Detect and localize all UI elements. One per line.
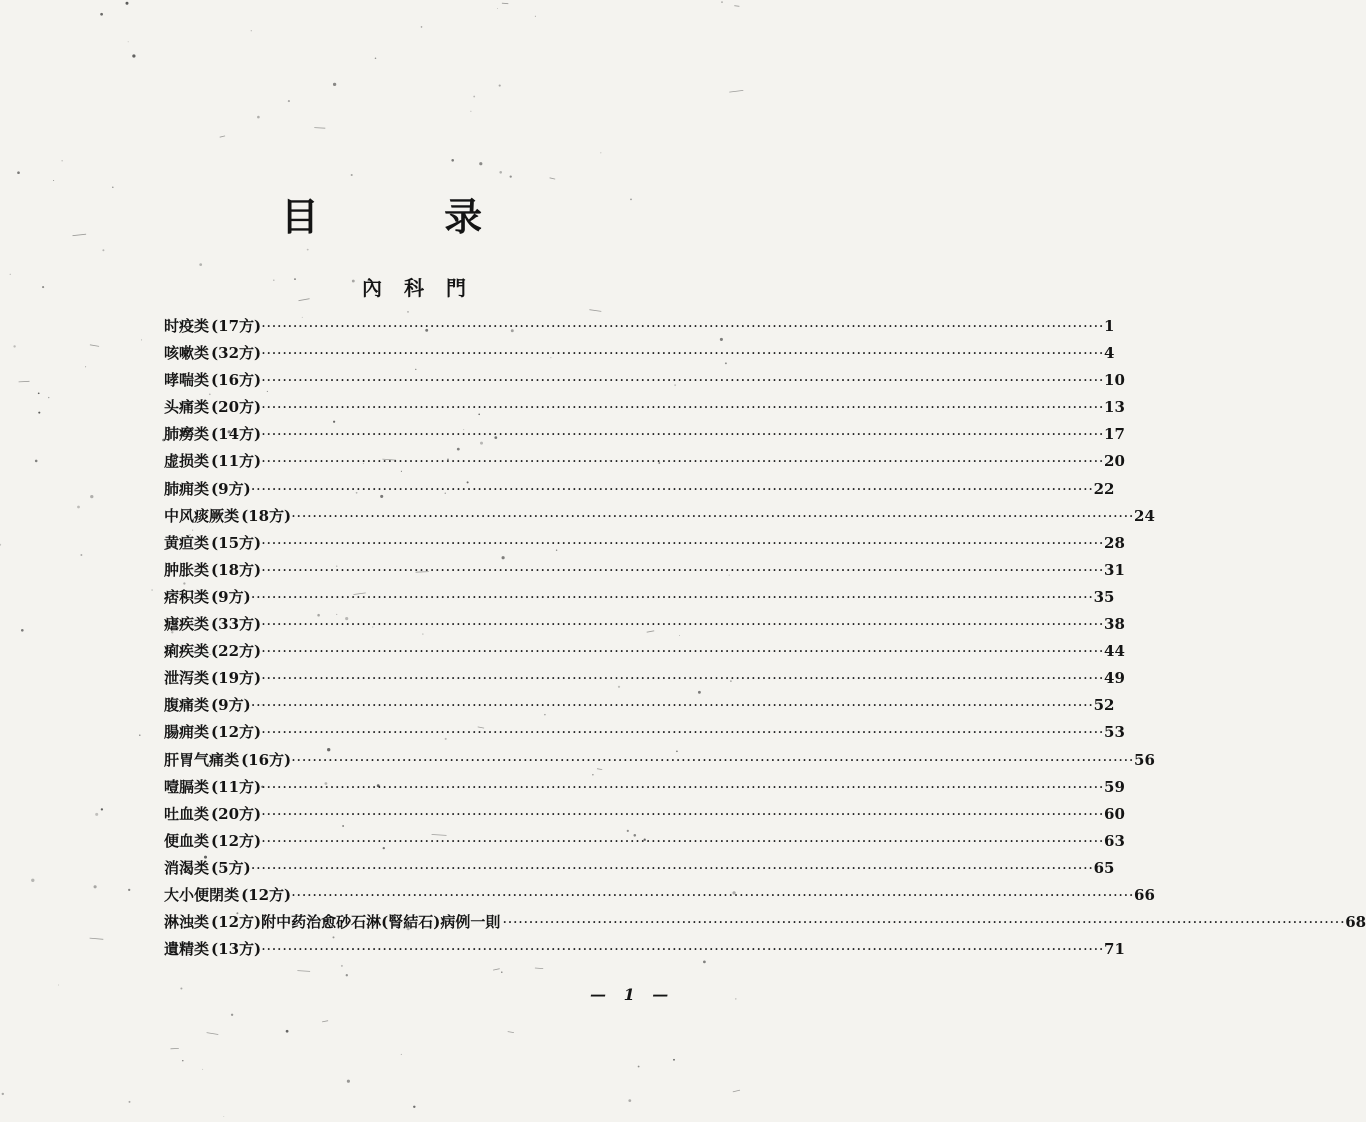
toc-prescription-count: (12方) bbox=[211, 913, 262, 932]
toc-dot-leader: ································································································································································ bbox=[261, 344, 1105, 363]
toc-entry bbox=[164, 882, 1155, 909]
toc-prescription-count: (12方) bbox=[211, 831, 262, 850]
toc-prescription-count: (17方) bbox=[211, 317, 262, 335]
toc-note: 附中药治愈砂石淋(腎結石)病例一則 bbox=[261, 913, 501, 932]
toc-dot-leader: ································································································································································ bbox=[261, 777, 1105, 796]
toc-prescription-count: (15方) bbox=[211, 533, 262, 552]
toc-prescription-count: (18方) bbox=[211, 560, 262, 579]
toc-entry bbox=[164, 313, 1115, 340]
toc-dot-leader: ································································································································································ bbox=[261, 804, 1105, 823]
toc-dot-leader: ································································································································································ bbox=[261, 615, 1105, 634]
toc-category: 黄 疸 类 bbox=[164, 533, 210, 552]
toc-dot-leader: ································································································································································ bbox=[291, 506, 1135, 525]
toc-category: 腸 痈 类 bbox=[164, 723, 210, 742]
toc-category: 中 风 痰 厥 类 bbox=[164, 506, 240, 525]
toc-page-number: 59 bbox=[1104, 777, 1125, 796]
toc-category: 哮 喘 类 bbox=[164, 371, 210, 390]
toc-entry bbox=[164, 611, 1125, 638]
toc-dot-leader: ································································································································································ bbox=[250, 479, 1094, 498]
toc-category: 头 痛 类 bbox=[164, 398, 210, 417]
toc-entry bbox=[164, 476, 1115, 503]
toc-page-number: 68 bbox=[1345, 913, 1366, 932]
toc-prescription-count: (18方) bbox=[241, 506, 292, 525]
toc-dot-leader: ································································································································································ bbox=[261, 669, 1105, 688]
toc-prescription-count: (11方) bbox=[211, 452, 262, 471]
toc-page-number: 35 bbox=[1093, 587, 1115, 606]
toc-page-number: 65 bbox=[1093, 858, 1115, 877]
toc-prescription-count: (14方) bbox=[211, 425, 262, 444]
page-title: 目 录 bbox=[280, 195, 539, 239]
toc-category: 瘧 疾 类 bbox=[164, 615, 210, 634]
toc-dot-leader: ································································································································································ bbox=[261, 452, 1105, 471]
toc-entry bbox=[164, 557, 1125, 584]
toc-page-number: 13 bbox=[1104, 398, 1125, 417]
toc-dot-leader: ································································································································································ bbox=[261, 425, 1105, 444]
toc-dot-leader: ································································································································································ bbox=[291, 750, 1135, 769]
toc-entry bbox=[164, 692, 1115, 719]
toc-category: 遺 精 类 bbox=[164, 940, 210, 959]
toc-dot-leader: ································································································································································ bbox=[291, 885, 1135, 904]
toc-entry bbox=[164, 340, 1115, 367]
toc-prescription-count: (20方) bbox=[211, 804, 262, 823]
toc-prescription-count: (9方) bbox=[211, 696, 251, 715]
toc-entry bbox=[164, 828, 1125, 855]
toc-prescription-count: (13方) bbox=[211, 940, 262, 959]
toc-prescription-count: (22方) bbox=[211, 642, 262, 661]
toc-prescription-count: (12方) bbox=[211, 723, 262, 742]
toc-category: 消 渴 类 bbox=[164, 858, 210, 877]
toc-category: 吐 血 类 bbox=[164, 804, 210, 823]
toc-entry bbox=[164, 448, 1125, 475]
toc-category: 咳 嗽 类 bbox=[164, 344, 210, 363]
toc-page-number: 17 bbox=[1104, 425, 1125, 444]
toc-page-number: 28 bbox=[1104, 533, 1125, 552]
toc-page-number: 49 bbox=[1104, 669, 1125, 688]
toc-prescription-count: (19方) bbox=[211, 669, 262, 688]
toc-prescription-count: (11方) bbox=[211, 777, 262, 796]
toc-dot-leader: ································································································································································ bbox=[261, 831, 1105, 850]
toc-dot-leader: ································································································································································ bbox=[250, 696, 1094, 715]
toc-dot-leader: ································································································································································ bbox=[261, 533, 1105, 552]
toc-entry bbox=[164, 774, 1125, 801]
toc-prescription-count: (16方) bbox=[241, 750, 292, 769]
toc-page-number: 1 bbox=[1104, 317, 1115, 335]
toc-entry bbox=[164, 638, 1125, 665]
toc-page-number: 44 bbox=[1104, 642, 1125, 661]
toc-category: 便 血 类 bbox=[164, 831, 210, 850]
toc-dot-leader: ································································································································································ bbox=[261, 642, 1105, 661]
toc-category: 噎 膈 类 bbox=[164, 777, 210, 796]
toc-page-number: 20 bbox=[1104, 452, 1125, 471]
toc-entry bbox=[164, 421, 1125, 448]
toc-prescription-count: (5方) bbox=[211, 858, 251, 877]
toc-entry bbox=[164, 719, 1125, 746]
toc-page-number: 60 bbox=[1104, 804, 1125, 823]
toc-page-number: 63 bbox=[1104, 831, 1125, 850]
toc-category: 泄 泻 类 bbox=[164, 669, 210, 688]
toc-page-number: 31 bbox=[1104, 560, 1125, 579]
toc-dot-leader: ································································································································································ bbox=[261, 560, 1105, 579]
section-heading: 內科門 bbox=[362, 276, 488, 300]
toc-category: 肺 痈 类 bbox=[164, 479, 210, 498]
toc-prescription-count: (12方) bbox=[241, 885, 292, 904]
toc-category: 痞 积 类 bbox=[164, 587, 210, 606]
toc-category: 肝 胃 气 痛 类 bbox=[164, 750, 240, 769]
toc-prescription-count: (9方) bbox=[211, 479, 251, 498]
toc-prescription-count: (32方) bbox=[211, 344, 262, 363]
toc-entry bbox=[164, 503, 1155, 530]
toc-page-number: 22 bbox=[1093, 479, 1115, 498]
toc-entry bbox=[164, 367, 1125, 394]
toc-page-number: 4 bbox=[1104, 344, 1115, 363]
toc-entry bbox=[164, 801, 1125, 828]
toc-dot-leader: ································································································································································ bbox=[261, 940, 1105, 959]
toc-entry bbox=[164, 747, 1155, 774]
toc-entry bbox=[164, 909, 1366, 936]
toc-prescription-count: (33方) bbox=[211, 615, 262, 634]
toc-dot-leader: ································································································································································ bbox=[261, 317, 1105, 335]
toc-page-number: 24 bbox=[1134, 506, 1155, 525]
toc-category: 时 疫 类 bbox=[164, 317, 210, 335]
table-of-contents bbox=[164, 313, 1366, 963]
page-number-footer: — 1 — bbox=[590, 985, 675, 1004]
toc-category: 淋 浊 类 bbox=[164, 913, 210, 932]
toc-dot-leader: ································································································································································ bbox=[261, 398, 1105, 417]
toc-category: 虚 损 类 bbox=[164, 452, 210, 471]
toc-entry bbox=[164, 584, 1115, 611]
toc-page-number: 53 bbox=[1104, 723, 1125, 742]
toc-dot-leader: ································································································································································ bbox=[250, 858, 1094, 877]
toc-page-number: 66 bbox=[1134, 885, 1155, 904]
toc-page-number: 38 bbox=[1104, 615, 1125, 634]
toc-prescription-count: (20方) bbox=[211, 398, 262, 417]
toc-dot-leader: ································································································································································ bbox=[261, 723, 1105, 742]
toc-page-number: 56 bbox=[1134, 750, 1155, 769]
toc-category: 腹 痛 类 bbox=[164, 696, 210, 715]
toc-category: 大 小 便 閉 类 bbox=[164, 885, 240, 904]
toc-dot-leader: ································································································································································ bbox=[261, 371, 1105, 390]
toc-dot-leader: ································································································································································ bbox=[502, 913, 1346, 932]
toc-entry bbox=[164, 665, 1125, 692]
toc-dot-leader: ································································································································································ bbox=[250, 587, 1094, 606]
toc-category: 肺 癆 类 bbox=[164, 425, 210, 444]
toc-page-number: 10 bbox=[1104, 371, 1125, 390]
toc-prescription-count: (16方) bbox=[211, 371, 262, 390]
toc-category: 肿 胀 类 bbox=[164, 560, 210, 579]
toc-entry bbox=[164, 936, 1125, 963]
toc-category: 痢 疾 类 bbox=[164, 642, 210, 661]
toc-entry bbox=[164, 530, 1125, 557]
toc-entry bbox=[164, 394, 1125, 421]
toc-page-number: 71 bbox=[1104, 940, 1125, 959]
toc-page-number: 52 bbox=[1093, 696, 1115, 715]
toc-prescription-count: (9方) bbox=[211, 587, 251, 606]
toc-entry bbox=[164, 855, 1115, 882]
